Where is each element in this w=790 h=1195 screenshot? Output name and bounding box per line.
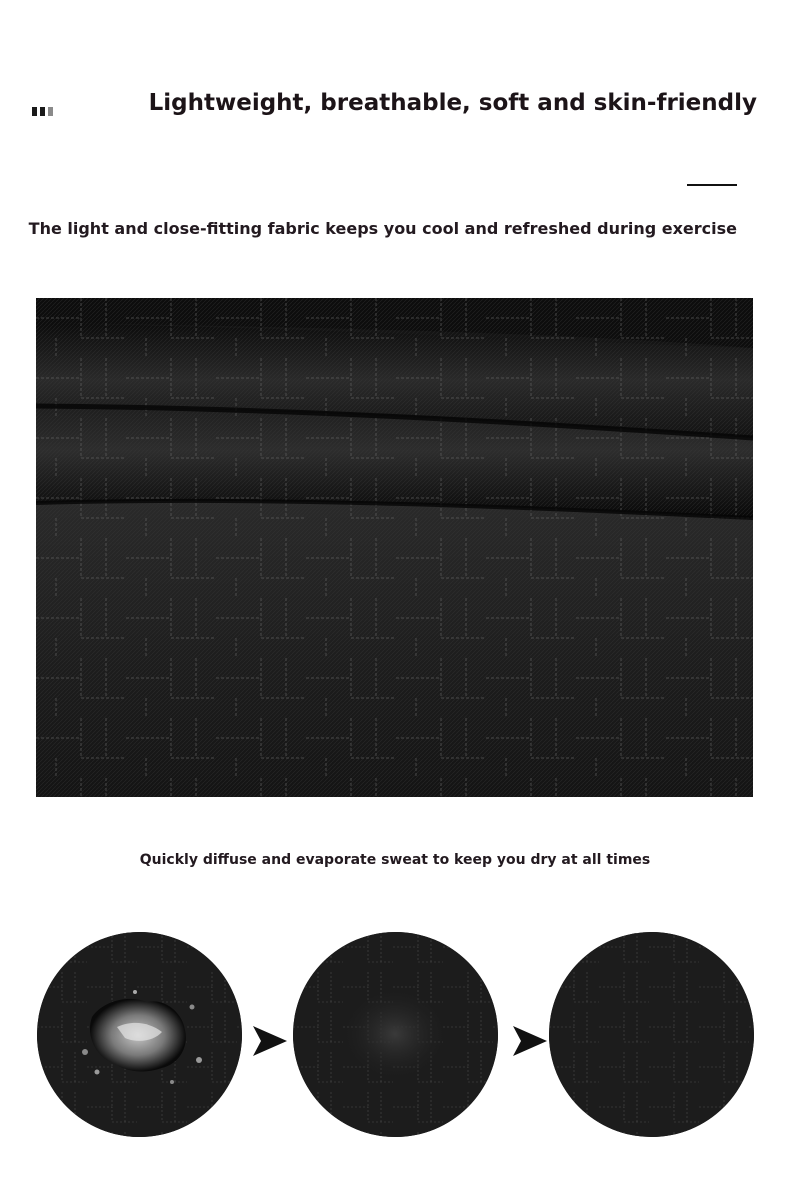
sweat-diffusing-image [293,932,498,1137]
page-title: Lightweight, breathable, soft and skin-friendly [148,90,757,116]
caption: Quickly diffuse and evaporate sweat to keep you dry at all times [139,852,651,868]
dry-fabric-image [549,932,754,1137]
fabric-closeup-image [36,298,753,797]
arrow-right-icon [513,1026,547,1056]
arrow-right-icon [253,1026,287,1056]
title-divider [687,184,737,186]
water-droplet-image [37,932,242,1137]
bars-icon [32,107,56,117]
page-subtitle: The light and close-fitting fabric keeps you cool and refreshed during exercise [28,219,737,238]
